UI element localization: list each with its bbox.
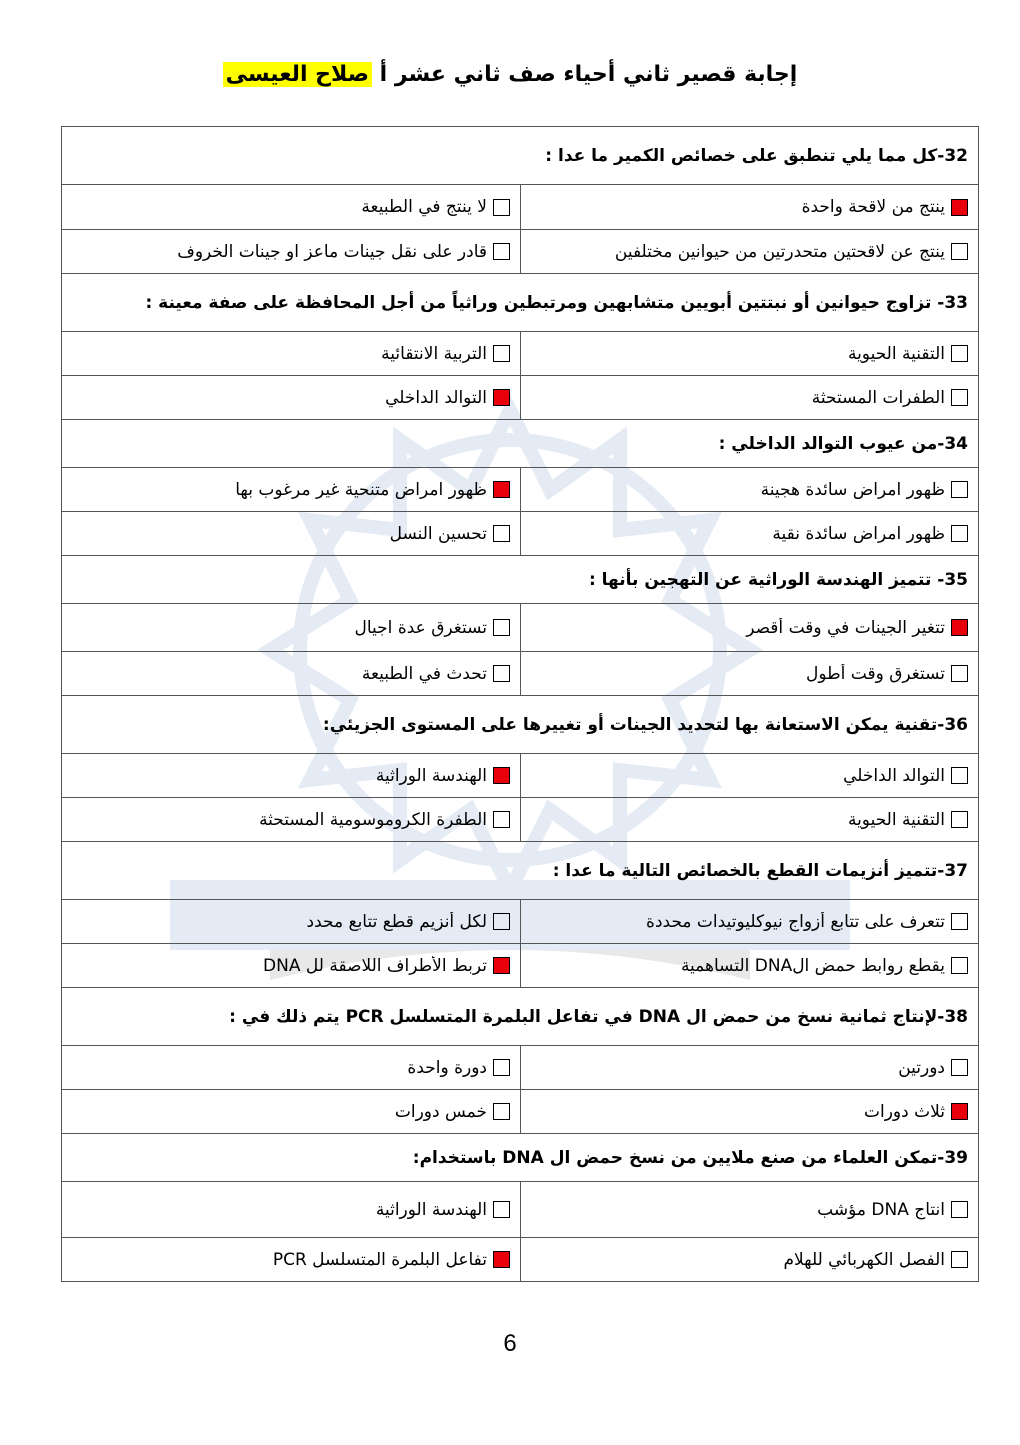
question-text: 36-تقنية يمكن الاستعانة بها لتحديد الجينات أو تغييرها على المستوى الجزيئي: bbox=[62, 696, 979, 754]
option-label: التوالد الداخلي bbox=[843, 765, 945, 786]
options-row bbox=[62, 468, 979, 512]
option[interactable] bbox=[531, 524, 968, 544]
option[interactable] bbox=[531, 956, 968, 976]
option-cell bbox=[62, 512, 521, 556]
checkbox[interactable] bbox=[493, 913, 510, 930]
question-row bbox=[62, 556, 979, 604]
option-label: قادر على نقل جينات ماعز او جينات الخروف bbox=[177, 241, 487, 262]
checkbox[interactable] bbox=[951, 913, 968, 930]
option[interactable] bbox=[531, 912, 968, 932]
checkbox[interactable] bbox=[951, 243, 968, 260]
checkbox[interactable] bbox=[951, 525, 968, 542]
option[interactable] bbox=[72, 1102, 510, 1122]
option-label: ثلاث دورات bbox=[864, 1101, 945, 1122]
option-cell bbox=[62, 900, 521, 944]
options-row bbox=[62, 332, 979, 376]
title-main: إجابة قصير ثاني أحياء صف ثاني عشر أ bbox=[379, 62, 798, 87]
option-label: ظهور امراض سائدة هجينة bbox=[760, 479, 945, 500]
option-cell bbox=[521, 230, 979, 274]
option[interactable] bbox=[72, 618, 510, 638]
option-cell bbox=[62, 376, 521, 420]
option-cell bbox=[62, 332, 521, 376]
question-row bbox=[62, 127, 979, 185]
option-label: ظهور امراض متنحية غير مرغوب بها bbox=[235, 479, 487, 500]
checked-checkbox[interactable] bbox=[493, 1251, 510, 1268]
option-label: ينتج من لاقحة واحدة bbox=[801, 197, 945, 217]
checkbox[interactable] bbox=[493, 665, 510, 682]
question-row bbox=[62, 842, 979, 900]
option-label: تحسين النسل bbox=[389, 523, 487, 544]
option-cell bbox=[521, 798, 979, 842]
option-label: التقنية الحيوية bbox=[847, 809, 945, 830]
options-row bbox=[62, 512, 979, 556]
checked-checkbox[interactable] bbox=[493, 389, 510, 406]
options-row bbox=[62, 1046, 979, 1090]
option[interactable] bbox=[72, 1200, 510, 1220]
option[interactable] bbox=[72, 344, 510, 364]
option-cell bbox=[521, 1090, 979, 1134]
options-row bbox=[62, 604, 979, 652]
title-author: صلاح العيسى bbox=[223, 62, 372, 87]
option-label: ينتج عن لاقحتين متحدرتين من حيوانين مختلفين bbox=[614, 241, 945, 262]
option-label: تحدث في الطبيعة bbox=[361, 663, 487, 684]
checkbox[interactable] bbox=[951, 389, 968, 406]
options-row bbox=[62, 900, 979, 944]
option-cell bbox=[521, 754, 979, 798]
checkbox[interactable] bbox=[951, 1201, 968, 1218]
option[interactable] bbox=[531, 480, 968, 500]
checkbox[interactable] bbox=[951, 767, 968, 784]
option-label: الطفرات المستحثة bbox=[811, 387, 945, 408]
option[interactable] bbox=[72, 810, 510, 830]
option-label: التربية الانتقائية bbox=[381, 343, 487, 364]
option-label: التقنية الحيوية bbox=[847, 343, 945, 364]
option[interactable] bbox=[72, 1058, 510, 1078]
option-cell bbox=[521, 332, 979, 376]
option-label: تفاعل البلمرة المتسلسل PCR bbox=[272, 1249, 487, 1270]
option-label: تتعرف على تتابع أزواج نيوكليوتيدات محددة bbox=[646, 911, 945, 932]
checkbox[interactable] bbox=[493, 243, 510, 260]
option[interactable] bbox=[531, 1200, 968, 1220]
checkbox[interactable] bbox=[951, 665, 968, 682]
checkbox[interactable] bbox=[493, 199, 510, 216]
option[interactable] bbox=[72, 388, 510, 408]
checkbox[interactable] bbox=[951, 1059, 968, 1076]
option-cell bbox=[62, 652, 521, 696]
option-cell bbox=[521, 900, 979, 944]
options-row bbox=[62, 230, 979, 274]
option[interactable] bbox=[72, 242, 510, 262]
option-label: الهندسة الوراثية bbox=[375, 1199, 487, 1220]
question-row bbox=[62, 274, 979, 332]
option[interactable] bbox=[72, 912, 510, 932]
option[interactable] bbox=[531, 344, 968, 364]
checked-checkbox[interactable] bbox=[493, 957, 510, 974]
page-number: 6 bbox=[503, 1330, 517, 1357]
option[interactable] bbox=[531, 766, 968, 786]
option-cell bbox=[62, 754, 521, 798]
option[interactable] bbox=[72, 664, 510, 684]
question-row bbox=[62, 420, 979, 468]
option-cell bbox=[521, 1046, 979, 1090]
checkbox[interactable] bbox=[493, 345, 510, 362]
option[interactable] bbox=[531, 197, 968, 217]
option[interactable] bbox=[531, 1250, 968, 1270]
quiz-table bbox=[61, 126, 979, 1282]
option[interactable] bbox=[531, 388, 968, 408]
option-label: تربط الأطراف اللاصقة لل DNA bbox=[263, 955, 487, 976]
option-cell bbox=[62, 468, 521, 512]
checkbox[interactable] bbox=[493, 1201, 510, 1218]
option-label: خمس دورات bbox=[394, 1101, 487, 1122]
option-cell bbox=[521, 944, 979, 988]
page-title bbox=[0, 62, 1020, 87]
checkbox[interactable] bbox=[493, 1059, 510, 1076]
option-cell bbox=[62, 1046, 521, 1090]
option-cell bbox=[521, 468, 979, 512]
option-label: الطفرة الكروموسومية المستحثة bbox=[259, 809, 487, 830]
option-cell bbox=[521, 185, 979, 230]
checkbox[interactable] bbox=[493, 619, 510, 636]
options-row bbox=[62, 1238, 979, 1282]
option-cell bbox=[62, 185, 521, 230]
question-text: 32-كل مما يلي تنطبق على خصائص الكمير ما عدا : bbox=[62, 127, 979, 185]
option-cell bbox=[62, 1182, 521, 1238]
question-text: 39-تمكن العلماء من صنع ملايين من نسخ حمض ال DNA باستخدام: bbox=[62, 1134, 979, 1182]
option-label: دورة واحدة bbox=[407, 1057, 487, 1078]
option[interactable] bbox=[72, 956, 510, 976]
options-row bbox=[62, 376, 979, 420]
option-label: تستغرق عدة اجيال bbox=[354, 617, 487, 638]
option[interactable] bbox=[72, 1250, 510, 1270]
option-cell bbox=[62, 1238, 521, 1282]
checkbox[interactable] bbox=[951, 481, 968, 498]
option[interactable] bbox=[531, 1102, 968, 1122]
question-text: 34-من عيوب التوالد الداخلي : bbox=[62, 420, 979, 468]
option-cell bbox=[62, 798, 521, 842]
checkbox[interactable] bbox=[951, 345, 968, 362]
option[interactable] bbox=[72, 766, 510, 786]
checked-checkbox[interactable] bbox=[493, 481, 510, 498]
question-text: 35- تتميز الهندسة الوراثية عن التهجين بأنها : bbox=[62, 556, 979, 604]
option[interactable] bbox=[72, 524, 510, 544]
option[interactable] bbox=[531, 664, 968, 684]
option-cell bbox=[521, 512, 979, 556]
options-row bbox=[62, 185, 979, 230]
checkbox[interactable] bbox=[493, 811, 510, 828]
checkbox[interactable] bbox=[951, 1251, 968, 1268]
option-cell bbox=[521, 652, 979, 696]
option-label: دورتين bbox=[898, 1057, 945, 1078]
option[interactable] bbox=[72, 197, 510, 217]
option-label: ظهور امراض سائدة نقية bbox=[772, 523, 945, 544]
options-row bbox=[62, 798, 979, 842]
options-row bbox=[62, 652, 979, 696]
option-label: التوالد الداخلي bbox=[385, 387, 487, 408]
options-row bbox=[62, 1182, 979, 1238]
question-text: 38-لإنتاج ثمانية نسخ من حمض ال DNA في تفاعل البلمرة المتسلسل PCR يتم ذلك في : bbox=[62, 988, 979, 1046]
option-label: تتغير الجينات في وقت أقصر bbox=[746, 617, 945, 638]
option[interactable] bbox=[531, 1058, 968, 1078]
option[interactable] bbox=[531, 618, 968, 638]
option[interactable] bbox=[72, 480, 510, 500]
option[interactable] bbox=[531, 242, 968, 262]
option-label: لا ينتج في الطبيعة bbox=[361, 197, 487, 217]
option-label: يقطع روابط حمض الDNA التساهمية bbox=[680, 955, 945, 976]
option-cell bbox=[521, 1182, 979, 1238]
option-cell bbox=[521, 376, 979, 420]
option-cell bbox=[62, 1090, 521, 1134]
option-label: تستغرق وقت أطول bbox=[805, 663, 945, 684]
options-row bbox=[62, 944, 979, 988]
question-row bbox=[62, 988, 979, 1046]
question-text: 37-تتميز أنزيمات القطع بالخصائص التالية ما عدا : bbox=[62, 842, 979, 900]
question-text: 33- تزاوج حيوانين أو نبتتين أبويين متشابهين ومرتبطين وراثياً من أجل المحافظة على صفة معينة : bbox=[62, 274, 979, 332]
option-label: الفصل الكهربائي للهلام bbox=[783, 1249, 945, 1270]
checkbox[interactable] bbox=[951, 957, 968, 974]
question-row bbox=[62, 1134, 979, 1182]
checked-checkbox[interactable] bbox=[493, 767, 510, 784]
option-cell bbox=[62, 604, 521, 652]
checked-checkbox[interactable] bbox=[951, 1103, 968, 1120]
checkbox[interactable] bbox=[951, 811, 968, 828]
options-row bbox=[62, 1090, 979, 1134]
option-label: لكل أنزيم قطع تتابع محدد bbox=[306, 911, 487, 932]
checked-checkbox[interactable] bbox=[951, 619, 968, 636]
options-row bbox=[62, 754, 979, 798]
checkbox[interactable] bbox=[493, 1103, 510, 1120]
option-cell bbox=[521, 1238, 979, 1282]
question-row bbox=[62, 696, 979, 754]
checkbox[interactable] bbox=[493, 525, 510, 542]
option-label: انتاج DNA مؤشب bbox=[817, 1199, 945, 1220]
checked-checkbox[interactable] bbox=[951, 199, 968, 216]
option-cell bbox=[521, 604, 979, 652]
option-cell bbox=[62, 944, 521, 988]
option-label: الهندسة الوراثية bbox=[375, 765, 487, 786]
option[interactable] bbox=[531, 810, 968, 830]
option-cell bbox=[62, 230, 521, 274]
